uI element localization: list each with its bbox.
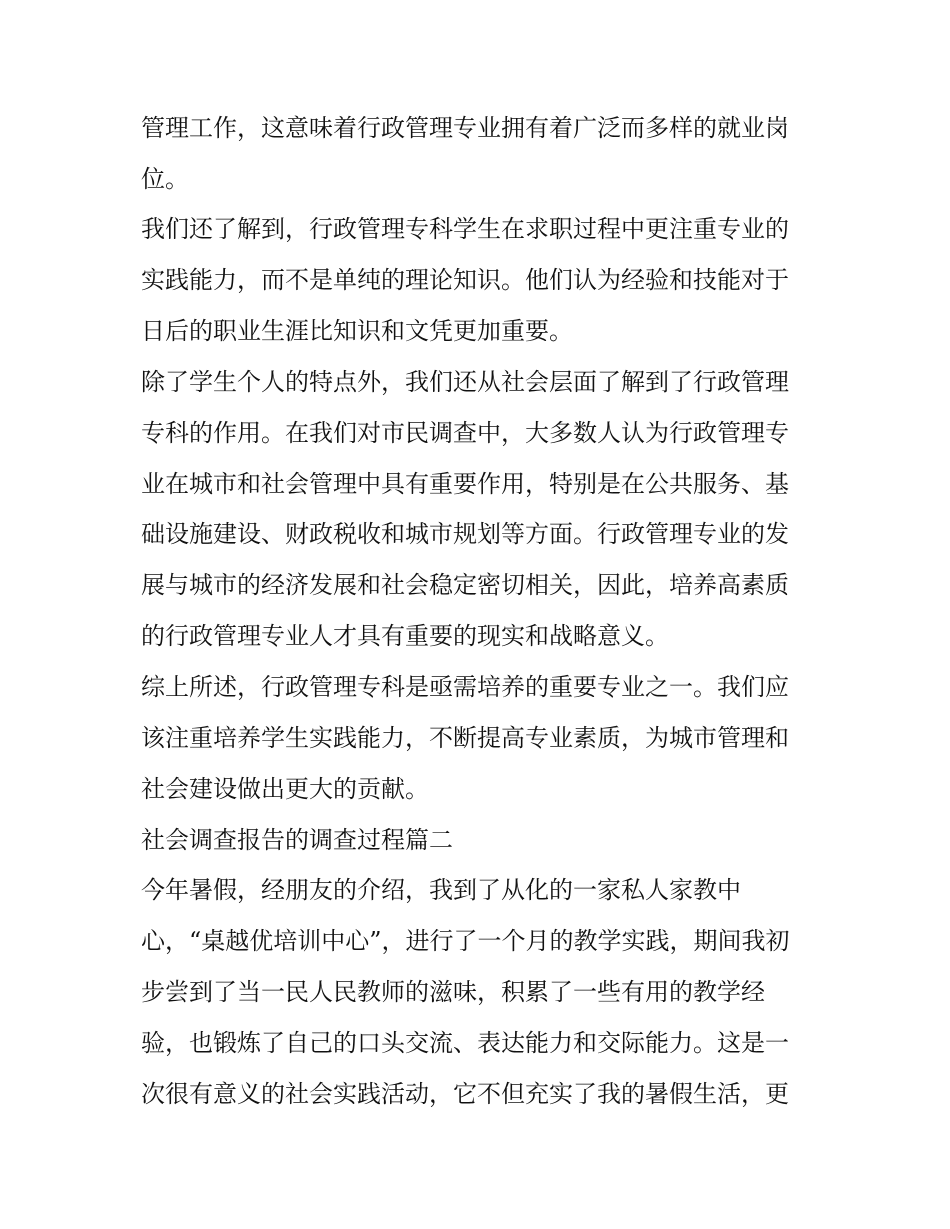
- text-line: 次很有意义的社会实践活动，它不但充实了我的暑假生活，更: [141, 1080, 789, 1108]
- text-line: 心，“桌越优培训中心”，进行了一个月的教学实践，期间我初: [141, 927, 790, 955]
- text-line: 验，也锻炼了自己的口头交流、表达能力和交际能力。这是一: [141, 1029, 789, 1057]
- text-line: 步尝到了当一民人民教师的滋味，积累了一些有用的教学经: [141, 978, 765, 1006]
- text-line: 的行政管理专业人才具有重要的现实和战略意义。: [141, 622, 669, 650]
- text-line: 该注重培养学生实践能力，不断提高专业素质，为城市管理和: [141, 724, 789, 752]
- text-line: 管理工作，这意味着行政管理专业拥有着广泛而多样的就业岗: [141, 114, 789, 142]
- text-line: 专科的作用。在我们对市民调查中，大多数人认为行政管理专: [141, 419, 789, 447]
- text-line: 位。: [141, 165, 189, 193]
- text-line: 除了学生个人的特点外，我们还从社会层面了解到了行政管理: [141, 368, 789, 396]
- text-line: 展与城市的经济发展和社会稳定密切相关，因此，培养高素质: [141, 571, 789, 599]
- text-line: 实践能力，而不是单纯的理论知识。他们认为经验和技能对于: [141, 266, 789, 294]
- text-line: 础设施建设、财政税收和城市规划等方面。行政管理专业的发: [141, 520, 789, 548]
- text-line: 日后的职业生涯比知识和文凭更加重要。: [141, 317, 573, 345]
- section-heading: 社会调查报告的调查过程篇二: [141, 826, 453, 854]
- text-line: 社会建设做出更大的贡献。: [141, 775, 429, 803]
- text-line: 我们还了解到，行政管理专科学生在求职过程中更注重专业的: [141, 215, 789, 243]
- text-line: 业在城市和社会管理中具有重要作用，特别是在公共服务、基: [141, 470, 789, 498]
- text-line: 今年暑假，经朋友的介绍，我到了从化的一家私人家教中: [141, 876, 741, 904]
- text-line: 综上所述，行政管理专科是亟需培养的重要专业之一。我们应: [141, 673, 789, 701]
